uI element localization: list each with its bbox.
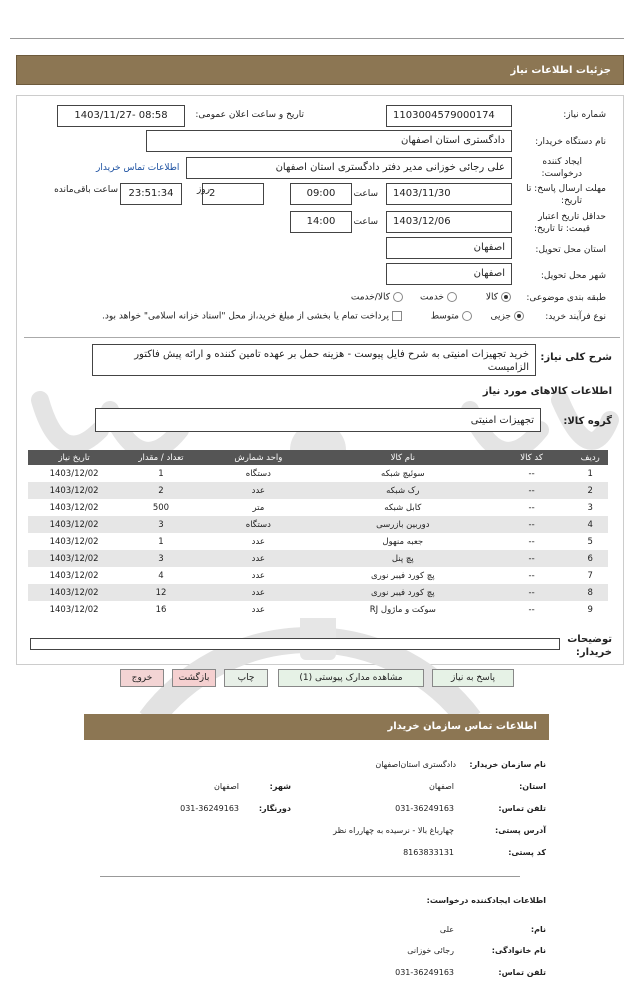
cell-qty: 500	[120, 499, 202, 516]
cell-qty: 3	[120, 516, 202, 533]
col-header-name: نام کالا	[315, 450, 491, 465]
cell-date: 1403/12/02	[28, 516, 120, 533]
contact-header	[84, 714, 549, 740]
remaining-label: ساعت باقی‌مانده	[54, 185, 118, 195]
buyer-org-field[interactable]: دادگستری استان اصفهان	[146, 130, 512, 152]
cell-row-num: 3	[572, 499, 608, 516]
cell-code: --	[491, 482, 573, 499]
category-option-both[interactable]: کالا/خدمت	[351, 292, 403, 303]
cell-date: 1403/12/02	[28, 584, 120, 601]
contact-postal-label: کد پستی:	[508, 848, 546, 857]
summary-label: شرح کلی نیاز:	[540, 352, 612, 363]
col-header-unit: واحد شمارش	[202, 450, 315, 465]
creator-field[interactable]: علی رجائی خوزانی مدیر دفتر دادگستری استان اصفهان	[186, 157, 512, 179]
cell-date: 1403/12/02	[28, 499, 120, 516]
buyer-notes-label-2: خریدار:	[575, 647, 612, 658]
contact-fax-value: 031-36249163	[180, 804, 239, 813]
summary-section-divider	[24, 337, 620, 338]
cell-qty: 2	[120, 482, 202, 499]
creator-label-1: ایجاد کننده	[542, 157, 582, 167]
city-label: شهر محل تحویل:	[540, 271, 606, 281]
cell-code: --	[491, 584, 573, 601]
cell-name: رک شبکه	[315, 482, 491, 499]
summary-field[interactable]: خرید تجهیزات امنیتی به شرح فایل پیوست - هزینه حمل بر عهده تامین کننده و ارائه پیش فاکتور الزامیست	[92, 344, 536, 376]
cell-code: --	[491, 550, 573, 567]
col-header-qty: تعداد / مقدار	[120, 450, 202, 465]
cell-row-num: 8	[572, 584, 608, 601]
cell-date: 1403/12/02	[28, 550, 120, 567]
cell-row-num: 6	[572, 550, 608, 567]
cell-name: سوئیچ شبکه	[315, 465, 491, 482]
radio-icon	[393, 292, 403, 302]
contact-address-label: آدرس پستی:	[495, 826, 546, 835]
days-field[interactable]: 2	[202, 183, 264, 205]
treasury-payment-option[interactable]: پرداخت تمام یا بخشی از مبلغ خرید،از محل "اسناد خزانه اسلامی" خواهد بود.	[102, 311, 402, 322]
buyer-notes-field[interactable]	[30, 638, 560, 650]
need-number-field[interactable]: 1103004579000174	[386, 105, 512, 127]
cell-row-num: 1	[572, 465, 608, 482]
category-option-goods[interactable]: کالا	[486, 292, 511, 303]
validity-time-label: ساعت	[353, 217, 378, 227]
announce-field[interactable]: 1403/11/27- 08:58	[57, 105, 185, 127]
contact-buyer-link[interactable]: اطلاعات تماس خریدار	[96, 163, 180, 173]
table-row[interactable]	[28, 465, 608, 482]
cell-row-num: 5	[572, 533, 608, 550]
cell-unit: دستگاه	[202, 465, 315, 482]
checkbox-icon	[392, 311, 402, 321]
cell-date: 1403/12/02	[28, 533, 120, 550]
cell-unit: عدد	[202, 550, 315, 567]
announce-label: تاریخ و ساعت اعلان عمومی:	[195, 110, 304, 120]
cell-unit: عدد	[202, 601, 315, 618]
creator-last-name-label: نام خانوادگی:	[491, 946, 546, 955]
cell-code: --	[491, 601, 573, 618]
validity-time-field[interactable]: 14:00	[290, 211, 352, 233]
process-option-medium[interactable]: متوسط	[431, 311, 472, 322]
table-row[interactable]	[28, 601, 608, 618]
table-row[interactable]	[28, 533, 608, 550]
col-header-row-num: ردیف	[572, 450, 608, 465]
radio-icon	[462, 311, 472, 321]
top-divider	[10, 38, 624, 39]
process-option-minor[interactable]: جزیی	[490, 311, 524, 322]
cell-name: کابل شبکه	[315, 499, 491, 516]
cell-date: 1403/12/02	[28, 601, 120, 618]
cell-name: پچ کورد فیبر نوری	[315, 584, 491, 601]
contact-fax-label: دورنگار:	[258, 804, 291, 813]
creator-first-name-value: علی	[439, 925, 454, 934]
province-field[interactable]: اصفهان	[386, 237, 512, 259]
cell-unit: عدد	[202, 533, 315, 550]
cell-row-num: 4	[572, 516, 608, 533]
view-attachments-button[interactable]: مشاهده مدارک پیوستی (1)	[278, 669, 424, 687]
cell-row-num: 9	[572, 601, 608, 618]
cell-date: 1403/12/02	[28, 465, 120, 482]
contact-city-label: شهر:	[269, 782, 291, 791]
page-header	[16, 55, 624, 85]
contact-province-value: اصفهان	[428, 782, 454, 791]
goods-group-label: گروه کالا:	[563, 416, 612, 427]
cell-unit: عدد	[202, 567, 315, 584]
cell-qty: 4	[120, 567, 202, 584]
buyer-org-label: نام دستگاه خریدار:	[535, 137, 606, 147]
cell-qty: 1	[120, 465, 202, 482]
remaining-time-field[interactable]: 23:51:34	[120, 183, 182, 205]
radio-icon	[447, 292, 457, 302]
creator-phone-label: تلفن تماس:	[498, 968, 546, 977]
cell-date: 1403/12/02	[28, 567, 120, 584]
contact-postal-value: 8163833131	[403, 848, 454, 857]
cell-qty: 12	[120, 584, 202, 601]
creator-label-2: درخواست:	[541, 169, 582, 179]
table-row[interactable]	[28, 516, 608, 533]
table-row[interactable]	[28, 584, 608, 601]
cell-row-num: 2	[572, 482, 608, 499]
deadline-time-field[interactable]: 09:00	[290, 183, 352, 205]
table-row[interactable]	[28, 550, 608, 567]
page-title: جزئیات اطلاعات نیاز	[510, 65, 611, 76]
cell-unit: عدد	[202, 584, 315, 601]
deadline-date-field[interactable]: 1403/11/30	[386, 183, 512, 205]
cell-unit: متر	[202, 499, 315, 516]
contact-city-value: اصفهان	[213, 782, 239, 791]
category-option-service[interactable]: خدمت	[420, 292, 457, 303]
cell-name: پچ پنل	[315, 550, 491, 567]
cell-code: --	[491, 499, 573, 516]
cell-name: سوکت و ماژول RJ	[315, 601, 491, 618]
cell-qty: 16	[120, 601, 202, 618]
creator-last-name-value: رجائی خوزانی	[407, 946, 454, 955]
contact-org-label: نام سازمان خریدار:	[469, 760, 546, 769]
deadline-time-label: ساعت	[353, 189, 378, 199]
table-row[interactable]	[28, 482, 608, 499]
contact-province-label: استان:	[519, 782, 546, 791]
cell-code: --	[491, 533, 573, 550]
days-label: روز	[196, 185, 210, 195]
radio-selected-icon	[501, 292, 511, 302]
cell-code: --	[491, 465, 573, 482]
goods-info-title: اطلاعات کالاهای مورد نیاز	[482, 386, 612, 397]
cell-code: --	[491, 567, 573, 584]
back-button[interactable]: بازگشت	[172, 669, 216, 687]
process-label: نوع فرآیند خرید:	[545, 312, 606, 322]
validity-label-2: قیمت: تا تاریخ:	[534, 224, 590, 234]
contact-divider	[100, 876, 520, 877]
radio-selected-icon	[514, 311, 524, 321]
reply-button[interactable]: پاسخ به نیاز	[432, 669, 514, 687]
province-label: استان محل تحویل:	[535, 245, 606, 255]
creator-info-title: اطلاعات ایجادکننده درخواست:	[426, 896, 546, 905]
items-table	[28, 450, 608, 618]
table-row[interactable]	[28, 567, 608, 584]
print-button[interactable]: چاپ	[224, 669, 268, 687]
contact-title: اطلاعات تماس سازمان خریدار	[387, 721, 537, 732]
col-header-code: کد کالا	[491, 450, 573, 465]
contact-phone-value: 031-36249163	[395, 804, 454, 813]
buyer-notes-label-1: توضیحات	[567, 634, 612, 645]
cell-row-num: 7	[572, 567, 608, 584]
cell-unit: عدد	[202, 482, 315, 499]
creator-first-name-label: نام:	[530, 925, 546, 934]
cell-qty: 1	[120, 533, 202, 550]
cell-unit: دستگاه	[202, 516, 315, 533]
exit-button[interactable]: خروج	[120, 669, 164, 687]
deadline-label-1: مهلت ارسال پاسخ: تا	[526, 184, 606, 194]
items-table-header-row	[28, 450, 608, 465]
city-field[interactable]: اصفهان	[386, 263, 512, 285]
validity-date-field[interactable]: 1403/12/06	[386, 211, 512, 233]
need-number-label: شماره نیاز:	[563, 110, 606, 120]
contact-phone-label: تلفن تماس:	[498, 804, 546, 813]
items-table-wrap	[28, 450, 608, 618]
table-row[interactable]	[28, 499, 608, 516]
contact-address-value: چهارباغ بالا - نرسیده به چهارراه نظر	[333, 826, 454, 835]
cell-name: جعبه منهول	[315, 533, 491, 550]
cell-code: --	[491, 516, 573, 533]
col-header-date: تاریخ نیاز	[28, 450, 120, 465]
cell-name: پچ کورد فیبر نوری	[315, 567, 491, 584]
deadline-label-2: تاریخ:	[561, 196, 582, 206]
cell-date: 1403/12/02	[28, 482, 120, 499]
contact-org-value: دادگستری استان‌اصفهان	[375, 760, 456, 769]
category-label: طبقه بندی موضوعی:	[526, 293, 606, 303]
goods-group-field[interactable]: تجهیزات امنیتی	[95, 408, 541, 432]
creator-phone-value: 031-36249163	[395, 968, 454, 977]
cell-qty: 3	[120, 550, 202, 567]
cell-name: دوربین بازرسی	[315, 516, 491, 533]
validity-label-1: حداقل تاریخ اعتبار	[538, 212, 606, 222]
